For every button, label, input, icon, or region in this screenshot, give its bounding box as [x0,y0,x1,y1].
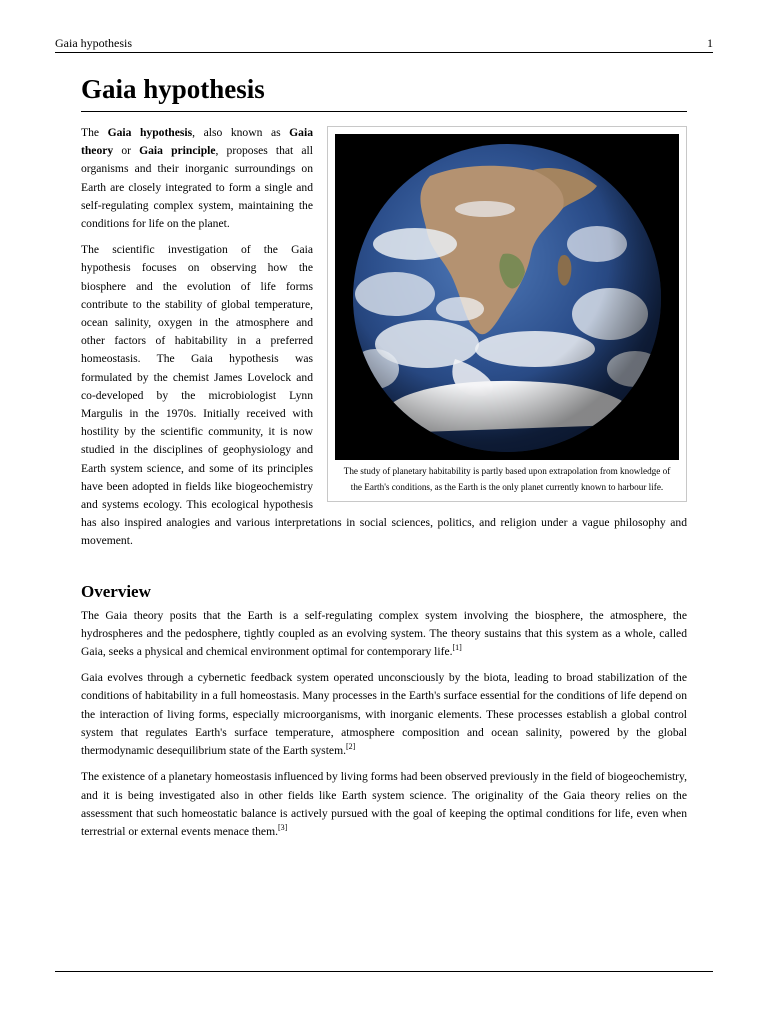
running-head [55,36,713,53]
intro-paragraph-2: The scientific investigation of the Gaia hypothesis focuses on observing how the biosphere and the evolution of life forms contribute to the stability of global temperature, ocean salinity, oxygen in the atmosphere and other factors of habitability in a preferred homeostasis. The Gaia hypothesis was formulated by the chemist James Lovelock and co-developed by the microbiologist Lynn Margulis in the 1970s. Initially received with hostility by the scientific community, it is now studied in the disciplines of geophysiology and Earth system science, and some of its principles have been adopted in fields like biogeochemistry and systems ecology. This ecological hypothesis has also inspired analogies and various interpretations in social sciences, politics, and religion under a vague philosophy and movement. [81,243,687,548]
running-head-title: Gaia hypothesis [55,36,132,50]
earth-photo [335,134,679,460]
bold-term: Gaia principle [139,144,216,158]
footer-rule [55,971,713,972]
intro-paragraph-1: The Gaia hypothesis, also known as Gaia theory or Gaia principle, proposes that all organisms and their inorganic surroundings on Earth are closely integrated to form a single and self-regulating complex system, maintaining the conditions for life on the planet. [81,126,313,231]
citation-link[interactable]: [2] [345,742,356,752]
overview-paragraph-1: The Gaia theory posits that the Earth is a self-regulating complex system involving the biosphere, the atmosphere, the hydrospheres and the pedosphere, tightly coupled as an evolving system. The theory sustains that this system as a whole, called Gaia, seeks a physical and chemical environment optimal for contemporary life.[1] [81,608,687,659]
bold-term: Gaia hypothesis [107,126,193,139]
figure-caption: The study of planetary habitability is partly based upon extrapolation from knowledge of the Earth's conditions, as the Earth is the only planet currently known to harbour life. [343,466,671,492]
citation-link[interactable]: [1] [452,643,462,653]
bold-term: Gaia theory [81,126,313,158]
article-body [81,124,687,849]
page-title: Gaia hypothesis [81,72,687,112]
overview-paragraph-3: The existence of a planetary homeostasis influenced by living forms had been observed previously in the field of biogeochemistry, and it is being investigated also in other fields like Earth system science. The originality of the Gaia theory relies on the assessment that such homeostatic balance is actively pursued with the goal of keeping the optimal conditions for life, even when terrestrial or external events menace them.[3] [81,770,687,838]
earth-image [335,134,679,460]
section-heading-overview: Overview [81,581,151,601]
figure [327,126,687,502]
citation-link[interactable]: [3] [278,822,288,832]
overview-paragraph-2: Gaia evolves through a cybernetic feedback system operated unconsciously by the biota, leading to broad stabilization of the conditions of habitability in a full homeostasis. Many processes in the Earth's surface essential for the conditions of life depend on the interaction of living forms, especially microorganisms, with inorganic elements. These processes establish a global control system that regulates Earth's surface temperature, atmosphere composition and ocean salinity, powered by the global thermodynamic desequilibrium state of the Earth system.[2] [81,671,687,758]
page-number: 1 [707,36,713,50]
